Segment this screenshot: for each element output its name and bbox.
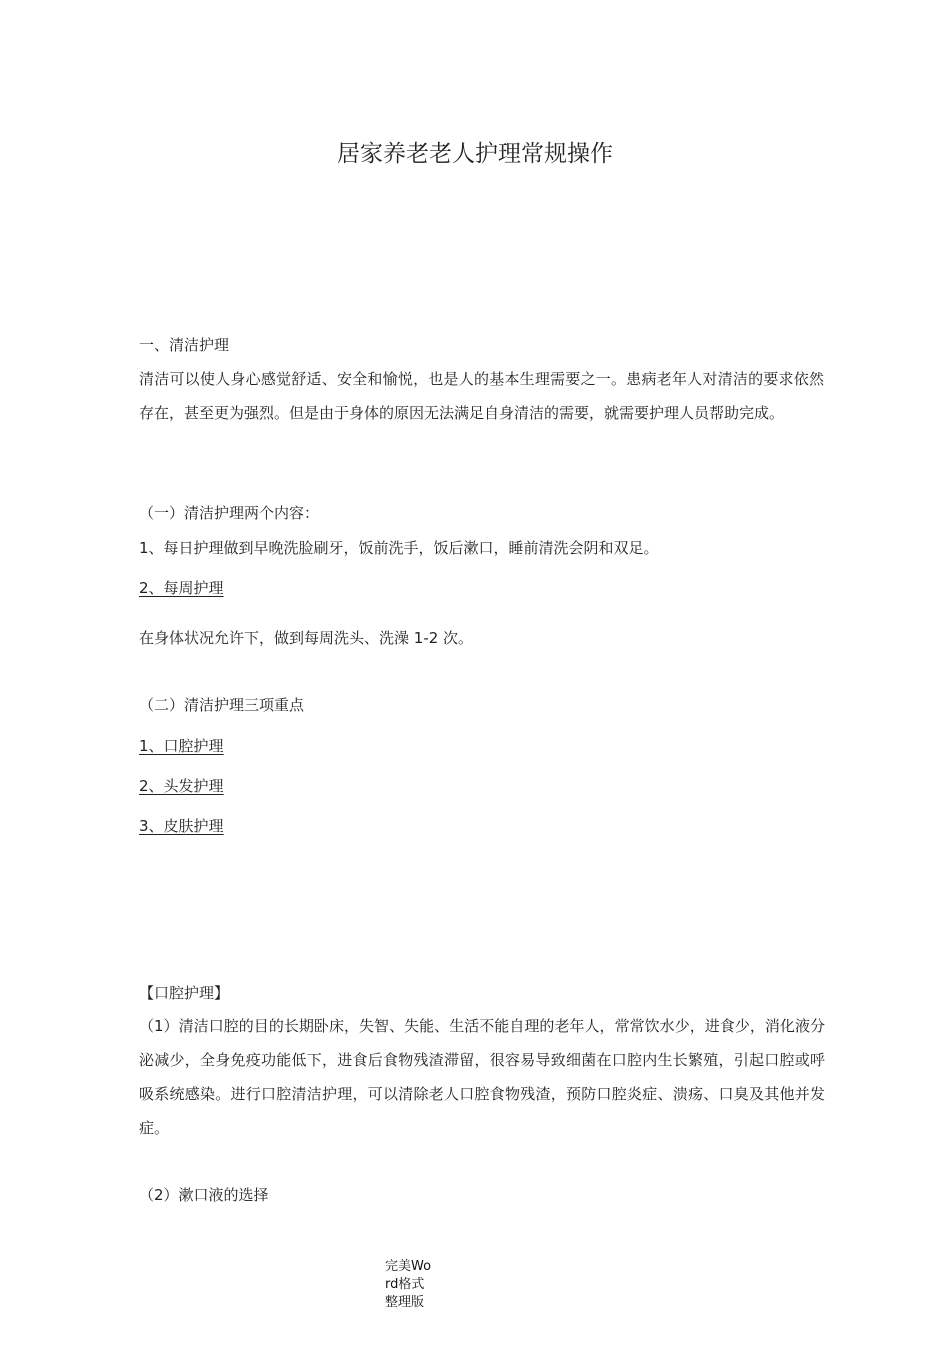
list-item-daily-care: 1、每日护理做到早晚洗脸刷牙，饭前洗手，饭后漱口，睡前清洗会阴和双足。 [139, 539, 659, 557]
subsection-heading-two-contents: （一）清洁护理两个内容： [139, 504, 320, 522]
list-item-oral-care: 1、口腔护理 [139, 737, 224, 755]
list-item-hair-care: 2、头发护理 [139, 777, 224, 795]
subsection-heading-three-points: （二）清洁护理三项重点 [139, 696, 305, 714]
list-item-skin-care: 3、皮肤护理 [139, 817, 224, 835]
section-heading-cleaning: 一、清洁护理 [139, 336, 230, 354]
list-item-weekly-care-wrap [139, 578, 824, 598]
weekly-care-paragraph: 在身体状况允许下，做到每周洗头、洗澡 1-2 次。 [139, 629, 474, 647]
mouthwash-selection-heading: （2）漱口液的选择 [139, 1186, 269, 1204]
section-heading-oral-care: 【口腔护理】 [139, 984, 230, 1002]
footer-watermark-text: 完美Word格式整理版 [385, 1259, 432, 1310]
document-title: 居家养老老人护理常规操作 [337, 141, 613, 167]
list-item-hair-care-wrap [139, 776, 824, 796]
list-item-skin-care-wrap [139, 816, 824, 836]
oral-care-paragraph: （1）清洁口腔的目的长期卧床，失智、失能、生活不能自理的老年人，常常饮水少，进食少，消化液分泌减少，全身免疫功能低下，进食后食物残渣滞留，很容易导致细菌在口腔内生长繁殖，引起口腔或呼吸系统感染。进行口腔清洁护理，可以清除老人口腔食物残渣，预防口腔炎症、溃疡、口臭及其他并发症。 [139, 1017, 825, 1137]
section-intro-paragraph: 清洁可以使人身心感觉舒适、安全和愉悦，也是人的基本生理需要之一。患病老年人对清洁的要求依然存在，甚至更为强烈。但是由于身体的原因无法满足自身清洁的需要，就需要护理人员帮助完成。 [139, 370, 824, 422]
list-item-oral-care-wrap [139, 736, 824, 756]
list-item-weekly-care: 2、每周护理 [139, 579, 224, 597]
